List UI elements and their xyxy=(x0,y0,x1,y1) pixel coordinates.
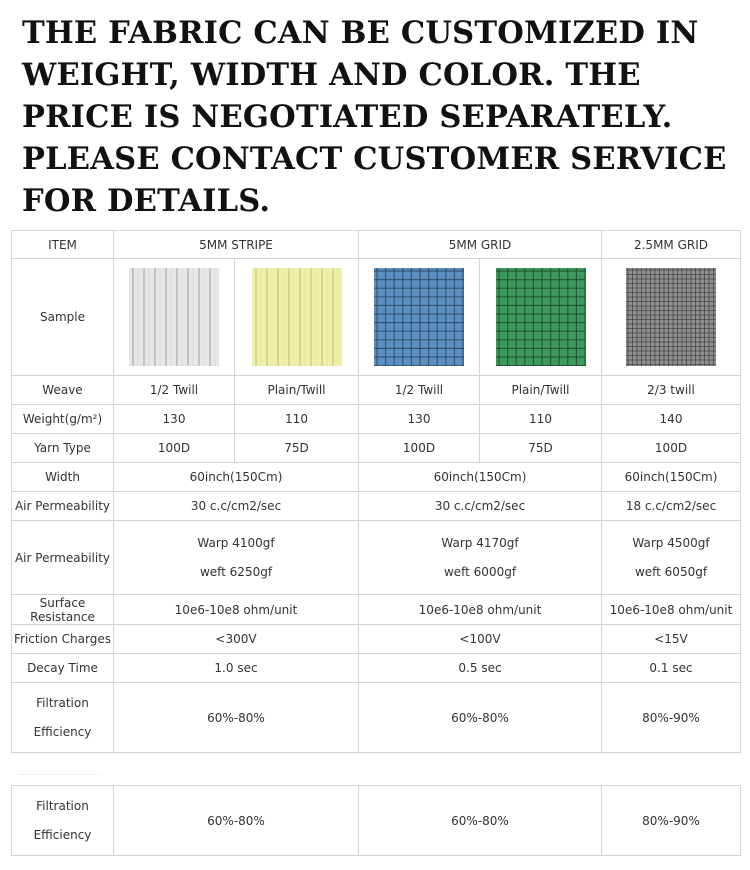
table-row xyxy=(12,231,741,259)
headline-line-3: PRICE IS NEGOTIATED SEPARATELY. xyxy=(22,99,673,135)
cell-value: 130 xyxy=(359,405,480,434)
cell-value: Plain/Twill xyxy=(480,376,602,405)
cell-value: 110 xyxy=(235,405,359,434)
cell-value: 100D xyxy=(359,434,480,463)
label-line: Surface xyxy=(39,595,86,610)
cell-value: 18 c.c/cm2/sec xyxy=(602,492,741,521)
row-label-air-permeability-strength: Air Permeability xyxy=(12,521,114,595)
sample-cell xyxy=(235,259,359,376)
cell-value: 0.5 sec xyxy=(359,654,602,683)
cell-value: 60inch(150Cm) xyxy=(359,463,602,492)
header-2-5mm-grid: 2.5MM GRID xyxy=(602,231,741,259)
table-row xyxy=(12,463,741,492)
cell-value: 100D xyxy=(114,434,235,463)
sample-swatch-gray-grid xyxy=(626,268,716,366)
cell-value: 60%-80% xyxy=(114,786,359,856)
warp-value: Warp 4100gf xyxy=(197,535,275,550)
label-line: Filtration xyxy=(36,695,89,710)
cell-value: 10e6-10e8 ohm/unit xyxy=(602,595,741,625)
row-label-weight: Weight(g/m²) xyxy=(12,405,114,434)
table-row xyxy=(12,259,741,376)
cell-value: 60%-80% xyxy=(359,786,602,856)
row-label-sample: Sample xyxy=(12,259,114,376)
sample-cell xyxy=(602,259,741,376)
table-row xyxy=(12,492,741,521)
headline-line-2: WEIGHT, WIDTH AND COLOR. THE xyxy=(22,57,641,93)
table-row xyxy=(12,654,741,683)
cell-value: 1/2 Twill xyxy=(114,376,235,405)
cell-value: 60%-80% xyxy=(114,683,359,753)
cell-value xyxy=(114,521,359,595)
row-label-width: Width xyxy=(12,463,114,492)
cell-value: 0.1 sec xyxy=(602,654,741,683)
row-label-surface-resistance xyxy=(12,595,114,625)
headline xyxy=(22,12,742,222)
row-label-air-permeability: Air Permeability xyxy=(12,492,114,521)
table-row xyxy=(12,521,741,595)
cell-value: 1/2 Twill xyxy=(359,376,480,405)
spec-table-continuation xyxy=(11,785,741,856)
table-row xyxy=(12,376,741,405)
headline-line-4: PLEASE CONTACT CUSTOMER SERVICE xyxy=(22,141,727,177)
sample-swatch-blue-grid xyxy=(374,268,464,366)
weft-value: weft 6050gf xyxy=(634,564,708,579)
header-5mm-grid: 5MM GRID xyxy=(359,231,602,259)
cell-value: <300V xyxy=(114,625,359,654)
weft-value: weft 6250gf xyxy=(199,564,273,579)
cell-value: <100V xyxy=(359,625,602,654)
table-row xyxy=(12,786,741,856)
cell-value: 75D xyxy=(480,434,602,463)
cell-value: 80%-90% xyxy=(602,786,741,856)
cell-value: 100D xyxy=(602,434,741,463)
row-label-yarn-type: Yarn Type xyxy=(12,434,114,463)
cell-value: 2/3 twill xyxy=(602,376,741,405)
sample-cell xyxy=(480,259,602,376)
cell-value: 60inch(150Cm) xyxy=(602,463,741,492)
cell-value xyxy=(359,521,602,595)
cell-value: 130 xyxy=(114,405,235,434)
label-line: Filtration xyxy=(36,798,89,813)
header-5mm-stripe: 5MM STRIPE xyxy=(114,231,359,259)
sample-cell xyxy=(114,259,235,376)
cell-value: <15V xyxy=(602,625,741,654)
cell-value: 10e6-10e8 ohm/unit xyxy=(359,595,602,625)
table-row xyxy=(12,434,741,463)
cell-value: 30 c.c/cm2/sec xyxy=(359,492,602,521)
headline-line-1: THE FABRIC CAN BE CUSTOMIZED IN xyxy=(22,15,699,51)
sample-swatch-yellow-stripe xyxy=(252,268,342,366)
row-label-filtration-efficiency xyxy=(12,683,114,753)
cell-value: 140 xyxy=(602,405,741,434)
label-line: Resistance xyxy=(30,609,95,624)
warp-value: Warp 4500gf xyxy=(632,535,710,550)
faded-divider xyxy=(20,774,100,781)
label-line: Efficiency xyxy=(33,724,92,739)
row-label-weave: Weave xyxy=(12,376,114,405)
sample-swatch-white-stripe xyxy=(129,268,219,366)
label-line: Efficiency xyxy=(33,827,92,842)
weft-value: weft 6000gf xyxy=(443,564,517,579)
header-item: ITEM xyxy=(12,231,114,259)
cell-value: Plain/Twill xyxy=(235,376,359,405)
cell-value xyxy=(602,521,741,595)
cell-value: 75D xyxy=(235,434,359,463)
headline-line-5: FOR DETAILS. xyxy=(22,183,271,219)
row-label-decay-time: Decay Time xyxy=(12,654,114,683)
cell-value: 30 c.c/cm2/sec xyxy=(114,492,359,521)
cell-value: 10e6-10e8 ohm/unit xyxy=(114,595,359,625)
spec-table xyxy=(11,230,741,753)
row-label-friction-charges: Friction Charges xyxy=(12,625,114,654)
warp-value: Warp 4170gf xyxy=(441,535,519,550)
sample-swatch-green-grid xyxy=(496,268,586,366)
cell-value: 80%-90% xyxy=(602,683,741,753)
cell-value: 60inch(150Cm) xyxy=(114,463,359,492)
cell-value: 1.0 sec xyxy=(114,654,359,683)
table-row xyxy=(12,595,741,625)
sample-cell xyxy=(359,259,480,376)
table-row xyxy=(12,405,741,434)
cell-value: 60%-80% xyxy=(359,683,602,753)
row-label-filtration-efficiency xyxy=(12,786,114,856)
table-row xyxy=(12,625,741,654)
table-row xyxy=(12,683,741,753)
cell-value: 110 xyxy=(480,405,602,434)
